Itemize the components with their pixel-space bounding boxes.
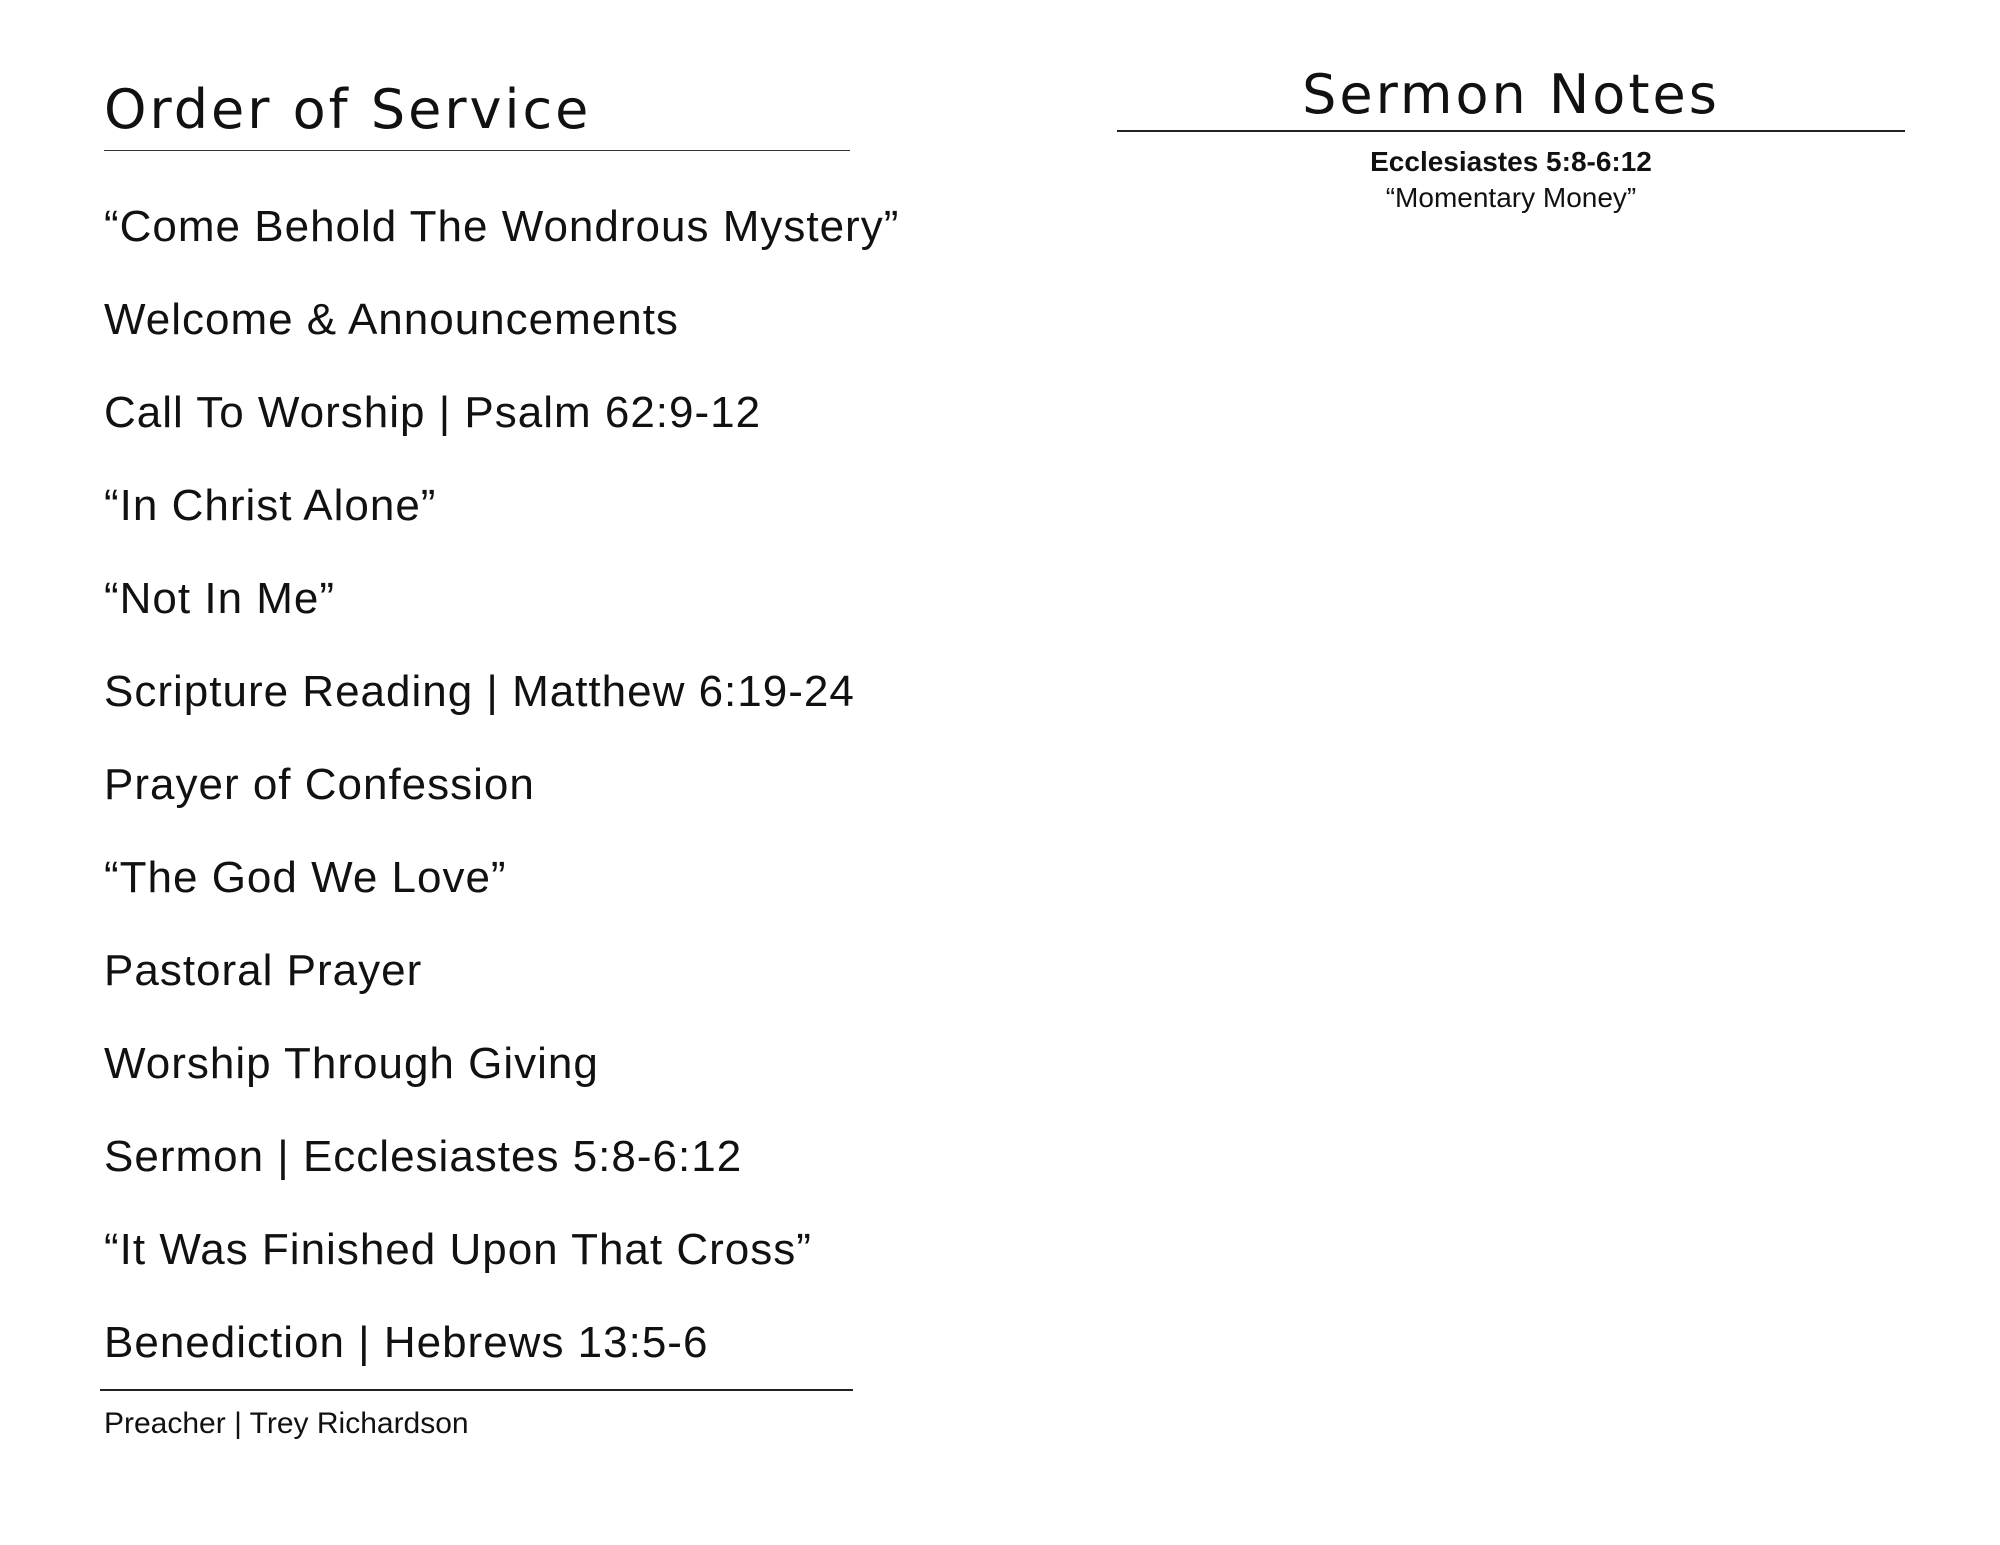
service-item: “The God We Love” — [104, 853, 507, 902]
sermon-notes-section — [1117, 60, 1905, 216]
order-of-service-section — [104, 70, 900, 1367]
service-item: Call To Worship | Psalm 62:9-12 — [104, 388, 762, 437]
sermon-reference: Ecclesiastes 5:8-6:12 — [1370, 146, 1652, 177]
service-item: Scripture Reading | Matthew 6:19-24 — [104, 667, 855, 716]
service-item: “Not In Me” — [104, 574, 336, 623]
service-item: “Come Behold The Wondrous Mystery” — [104, 202, 900, 251]
service-item: “It Was Finished Upon That Cross” — [104, 1225, 812, 1274]
service-item: Benediction | Hebrews 13:5-6 — [104, 1318, 709, 1367]
sermon-notes-divider — [1117, 130, 1905, 132]
sermon-title: “Momentary Money” — [1385, 182, 1637, 213]
order-of-service-title: Order of Service — [104, 78, 592, 141]
preacher-credit: Preacher | Trey Richardson — [104, 1407, 469, 1440]
service-item: Pastoral Prayer — [104, 946, 423, 995]
footer-divider — [100, 1389, 853, 1391]
service-item: Worship Through Giving — [104, 1039, 599, 1088]
service-item: Welcome & Announcements — [104, 295, 679, 344]
title-divider — [104, 150, 850, 151]
service-list — [104, 180, 899, 1389]
service-item: Sermon | Ecclesiastes 5:8-6:12 — [104, 1132, 743, 1181]
sermon-notes-title: Sermon Notes — [1302, 63, 1720, 126]
service-item: “In Christ Alone” — [104, 481, 437, 530]
service-item: Prayer of Confession — [104, 760, 535, 809]
